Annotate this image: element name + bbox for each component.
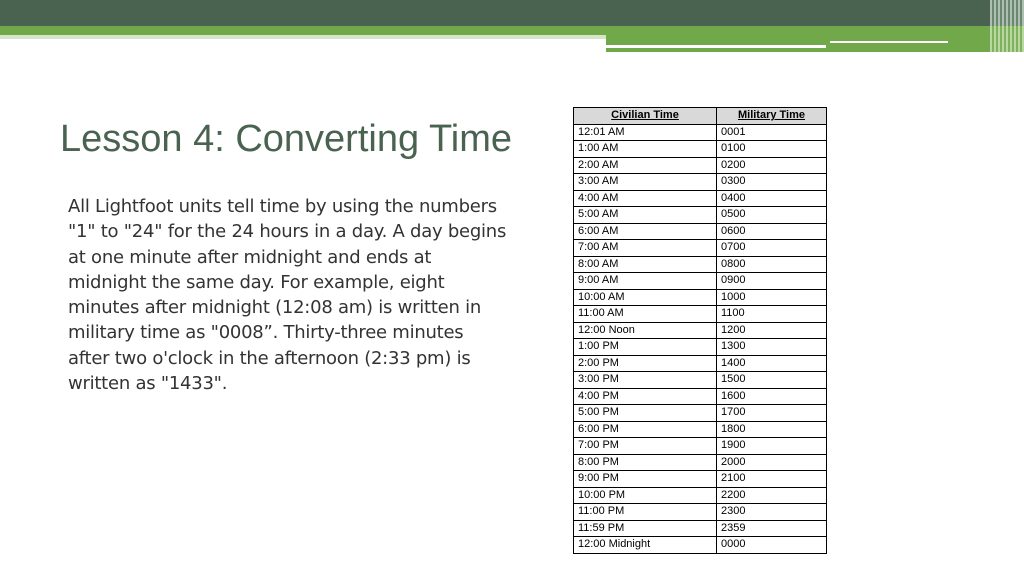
slide-body-text: All Lightfoot units tell time by using the numbers "1" to "24" for the 24 hours in a day. A day begins at one minute after midnight and ends at midnight the same day. For example, eight minutes after midnight (12:08 am) is written in military time as "0008”. Thirty-three minutes after two o'clock in the afternoon (2:33 pm) is written as "1433". — [68, 196, 507, 395]
table-row — [574, 504, 827, 521]
header-bar-green — [0, 26, 1024, 35]
header-accent-line — [606, 45, 826, 48]
military-time-cell: 1500 — [717, 372, 827, 389]
military-time-cell: 2359 — [717, 520, 827, 537]
table-row — [574, 174, 827, 191]
civilian-time-cell: 12:00 Midnight — [574, 537, 717, 554]
table-row — [574, 207, 827, 224]
military-time-cell: 1900 — [717, 438, 827, 455]
table-row — [574, 471, 827, 488]
table-row — [574, 240, 827, 257]
civilian-time-cell: 5:00 AM — [574, 207, 717, 224]
table-row — [574, 421, 827, 438]
military-time-cell: 1700 — [717, 405, 827, 422]
civilian-time-cell: 9:00 PM — [574, 471, 717, 488]
table-row — [574, 289, 827, 306]
table-body — [574, 124, 827, 553]
military-time-cell: 1200 — [717, 322, 827, 339]
table-header-row — [574, 108, 827, 125]
table-row — [574, 405, 827, 422]
military-time-cell: 1300 — [717, 339, 827, 356]
civilian-time-cell: 4:00 PM — [574, 388, 717, 405]
civilian-time-cell: 8:00 PM — [574, 454, 717, 471]
military-time-cell: 0600 — [717, 223, 827, 240]
time-conversion-table — [573, 107, 827, 554]
military-time-cell: 0100 — [717, 141, 827, 158]
military-time-cell: 2200 — [717, 487, 827, 504]
header-accent-line-short — [830, 41, 948, 43]
table-row — [574, 141, 827, 158]
civilian-time-cell: 7:00 AM — [574, 240, 717, 257]
column-header-civilian: Civilian Time — [574, 108, 717, 125]
civilian-time-cell: 9:00 AM — [574, 273, 717, 290]
header-bar-dark — [0, 0, 1024, 26]
civilian-time-cell: 10:00 PM — [574, 487, 717, 504]
civilian-time-cell: 7:00 PM — [574, 438, 717, 455]
military-time-cell: 1800 — [717, 421, 827, 438]
civilian-time-cell: 8:00 AM — [574, 256, 717, 273]
civilian-time-cell: 2:00 AM — [574, 157, 717, 174]
military-time-cell: 1100 — [717, 306, 827, 323]
table-row — [574, 537, 827, 554]
military-time-cell: 0001 — [717, 124, 827, 141]
civilian-time-cell: 11:59 PM — [574, 520, 717, 537]
civilian-time-cell: 10:00 AM — [574, 289, 717, 306]
table-row — [574, 322, 827, 339]
table-row — [574, 339, 827, 356]
table-row — [574, 256, 827, 273]
civilian-time-cell: 1:00 AM — [574, 141, 717, 158]
civilian-time-cell: 3:00 AM — [574, 174, 717, 191]
civilian-time-cell: 3:00 PM — [574, 372, 717, 389]
table-row — [574, 157, 827, 174]
military-time-cell: 0400 — [717, 190, 827, 207]
table-row — [574, 273, 827, 290]
military-time-cell: 0300 — [717, 174, 827, 191]
header-accent-band — [606, 35, 1024, 52]
header-stripes-green — [990, 26, 1024, 52]
table-row — [574, 355, 827, 372]
table-row — [574, 487, 827, 504]
military-time-cell: 1000 — [717, 289, 827, 306]
civilian-time-cell: 6:00 PM — [574, 421, 717, 438]
military-time-cell: 0500 — [717, 207, 827, 224]
military-time-cell: 2300 — [717, 504, 827, 521]
table-row — [574, 306, 827, 323]
military-time-cell: 1400 — [717, 355, 827, 372]
military-time-cell: 2100 — [717, 471, 827, 488]
military-time-cell: 0200 — [717, 157, 827, 174]
column-header-military: Military Time — [717, 108, 827, 125]
military-time-cell: 0800 — [717, 256, 827, 273]
table-row — [574, 372, 827, 389]
table-row — [574, 223, 827, 240]
civilian-time-cell: 1:00 PM — [574, 339, 717, 356]
military-time-cell: 0000 — [717, 537, 827, 554]
civilian-time-cell: 2:00 PM — [574, 355, 717, 372]
civilian-time-cell: 6:00 AM — [574, 223, 717, 240]
table-row — [574, 438, 827, 455]
slide-title: Lesson 4: Converting Time — [60, 118, 513, 160]
civilian-time-cell: 12:01 AM — [574, 124, 717, 141]
civilian-time-cell: 4:00 AM — [574, 190, 717, 207]
civilian-time-cell: 11:00 AM — [574, 306, 717, 323]
military-time-cell: 2000 — [717, 454, 827, 471]
civilian-time-cell: 12:00 Noon — [574, 322, 717, 339]
military-time-cell: 1600 — [717, 388, 827, 405]
civilian-time-cell: 11:00 PM — [574, 504, 717, 521]
civilian-time-cell: 5:00 PM — [574, 405, 717, 422]
table-row — [574, 520, 827, 537]
military-time-cell: 0700 — [717, 240, 827, 257]
table-row — [574, 190, 827, 207]
table-row — [574, 454, 827, 471]
table-row — [574, 388, 827, 405]
military-time-cell: 0900 — [717, 273, 827, 290]
table-row — [574, 124, 827, 141]
